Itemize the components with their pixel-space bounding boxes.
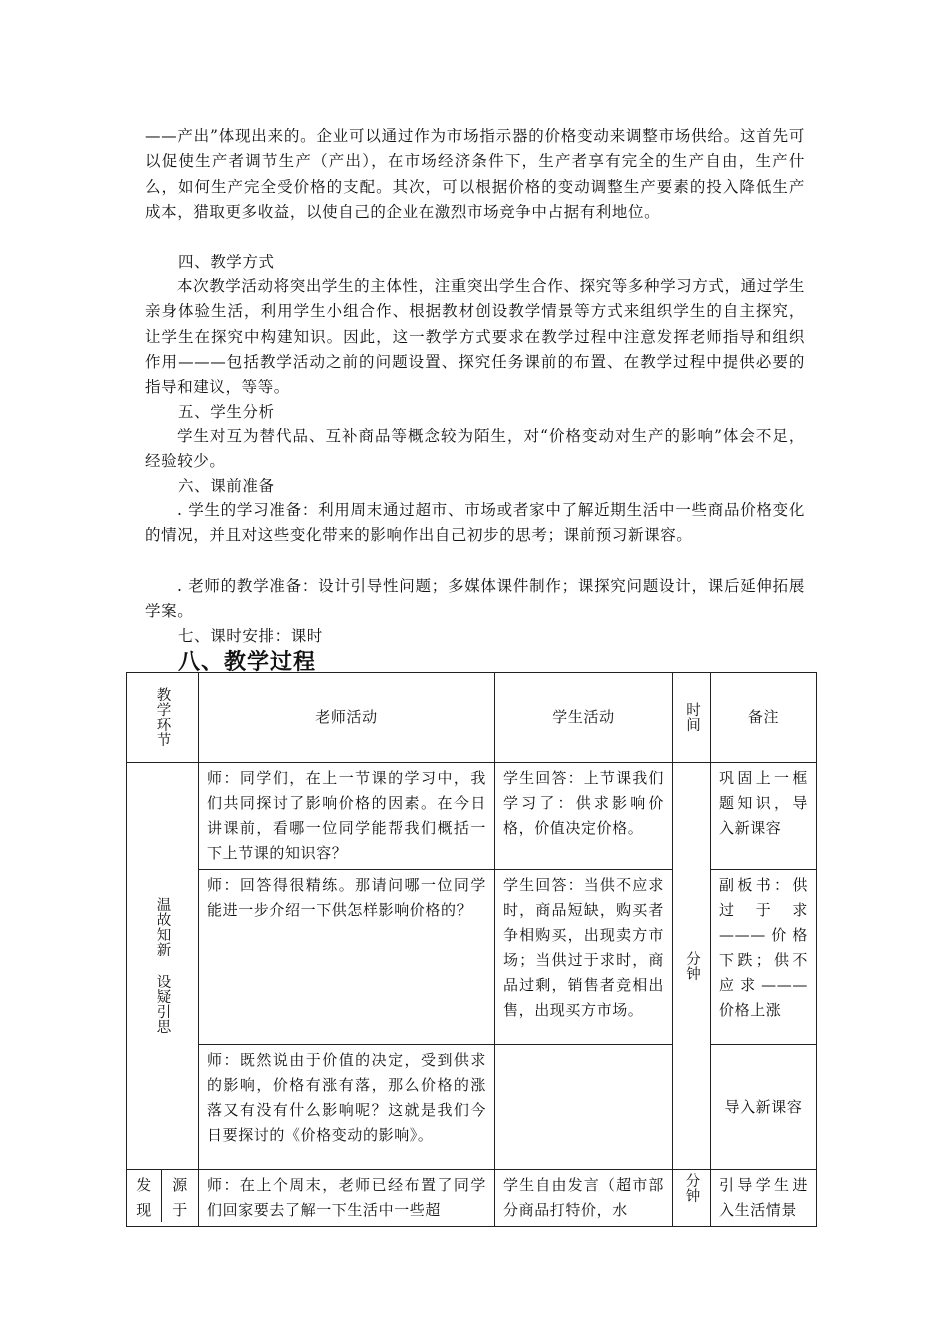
table-row [127,870,817,1045]
stage-cell: 发现 源于 [127,1170,199,1227]
section6-title: 六、课前准备 [178,477,275,495]
teaching-process-table [126,672,817,1227]
section8-title: 八、教学过程 [178,650,317,675]
notes-cell: 副板书：供过于求——— 价 格 下跌；供不应求———价格上涨 [711,870,817,1045]
notes-cell: 导入新课容 [711,1045,817,1170]
section7-title: 七、课时安排：课时 [178,627,323,645]
table-header-row [127,673,817,763]
student-cell: 学生回答：当供不应求时，商品短缺，购买者争相购买，出现卖方市场；当供过于求时，商品过剩，销售者竞相出售，出现买方市场。 [495,870,673,1045]
teacher-cell: 师：在上个周末，老师已经布置了同学们回家要去了解一下生活中一些超 [199,1170,495,1227]
intro-paragraph: ——产出”体现出来的。企业可以通过作为市场指示器的价格变动来调整市场供给。这首先可以促使生产者调节生产（产出），在市场经济条件下，生产者享有完全的生产自由，生产什么，如何生产完全受价格的支配。其次，可以根据价格的变动调整生产要素的投入降低生产成本，猎取更多收益，以使自己的企业在激烈市场竞争中占据有利地位。 [145,127,805,221]
student-prep: . 学生的学习准备：利用周末通过超市、市场或者家中了解近期生活中一些商品价格变化的情况，并且对这些变化带来的影响作出自己初步的思考；课前预习新课容。 [145,501,805,545]
student-cell: 学生自由发言（超市部分商品打特价，水 [495,1170,673,1227]
student-cell [495,1045,673,1170]
section4-title: 四、教学方式 [178,253,275,271]
time-cell: 分钟 [673,763,711,1170]
header-student: 学生活动 [495,673,673,763]
teacher-cell: 师：回答得很精练。那请问哪一位同学能进一步介绍一下供怎样影响价格的？ [199,870,495,1045]
section4-body: 本次教学活动将突出学生的主体性，注重突出学生合作、探究等多种学习方式，通过学生亲身体验生活，利用学生小组合作、根据教材创设教学情景等方式来组织学生的自主探究，让学生在探究中构建知识。因此，这一教学方式要求在教学过程中注意发挥老师指导和组织作用———包括教学活动之前的问题设置、探究任务课前的布置、在教学过程中提供必要的指导和建议，等等。 [145,277,805,397]
notes-cell: 巩固上一框题知识，导入新课容 [711,763,817,870]
table-row [127,763,817,870]
header-time: 时间 [673,673,711,763]
student-cell: 学生回答：上节课我们学习了：供求影响价格，价值决定价格。 [495,763,673,870]
section5-title: 五、学生分析 [178,403,275,421]
time-cell: 分钟 [673,1170,711,1227]
table-row [127,1045,817,1170]
stage-cell: 温故知新 设疑引思 [127,763,199,1170]
table-row [127,1170,817,1227]
header-stage: 教学环节 [127,673,199,763]
teacher-cell: 师：同学们，在上一节课的学习中，我们共同探讨了影响价格的因素。在今日讲课前，看哪一位同学能帮我们概括一下上节课的知识容？ [199,763,495,870]
notes-cell: 引导学生进入生活情景 [711,1170,817,1227]
header-teacher: 老师活动 [199,673,495,763]
section5-body: 学生对互为替代品、互补商品等概念较为陌生，对“价格变动对生产的影响”体会不足，经验较少。 [145,427,805,471]
teacher-prep: . 老师的教学准备：设计引导性问题；多媒体课件制作；课探究问题设计，课后延伸拓展学案。 [145,577,805,621]
teacher-cell: 师：既然说由于价值的决定，受到供求的影响，价格有涨有落，那么价格的涨落又有没有什么影响呢？这就是我们今日要探讨的《价格变动的影响》。 [199,1045,495,1170]
header-notes: 备注 [711,673,817,763]
